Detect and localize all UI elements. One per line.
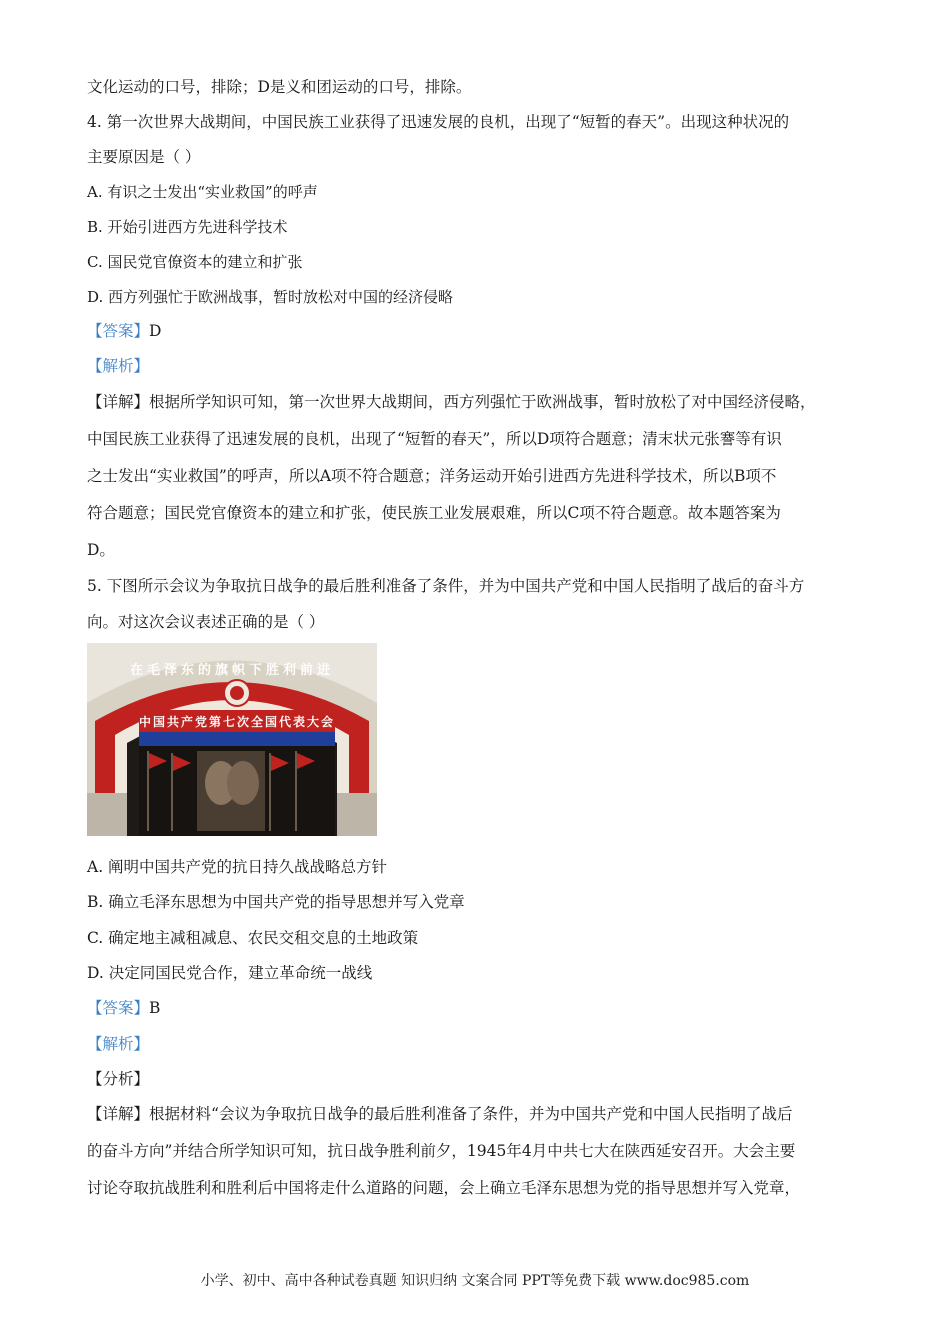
question-4-detail-line: 符合题意；国民党官僚资本的建立和扩张，使民族工业发展艰难，所以C项不符合题意。故本题答案为 xyxy=(87,504,781,522)
question-5-detail-line: 的奋斗方向”并结合所学知识可知，抗日战争胜利前夕，1945年4月中共七大在陕西延安召开。大会主要 xyxy=(87,1142,796,1160)
question-4-option-d: D. 西方列强忙于欧洲战事，暂时放松对中国的经济侵略 xyxy=(87,288,454,306)
question-5-stem: 5. 下图所示会议为争取抗日战争的最后胜利准备了条件，并为中国共产党和中国人民指明了战后的奋斗方 xyxy=(87,577,805,595)
question-4-analysis xyxy=(87,356,877,376)
question-5-analysis xyxy=(87,1034,877,1054)
question-4-answer xyxy=(87,321,877,341)
question-4-stem: 4. 第一次世界大战期间，中国民族工业获得了迅速发展的良机，出现了“短暂的春天”。出现这种状况的 xyxy=(87,113,790,131)
detail-text: 根据所学知识可知，第一次世界大战期间，西方列强忙于欧洲战事，暂时放松了对中国经济侵略， xyxy=(149,393,816,411)
question-4-detail xyxy=(87,392,877,412)
detail-text: 根据材料“会议为争取抗日战争的最后胜利准备了条件，并为中国共产党和中国人民指明了战后 xyxy=(149,1105,793,1123)
analysis-tag: 【解析】 xyxy=(87,1035,150,1053)
congress-photo xyxy=(87,643,377,836)
question-4-option-c: C. 国民党官僚资本的建立和扩张 xyxy=(87,253,303,271)
question-4-detail-line: 中国民族工业获得了迅速发展的良机，出现了“短暂的春天”，所以D项符合题意；清末状元张謇等有识 xyxy=(87,430,782,448)
detail-tag: 【详解】 xyxy=(87,1105,150,1123)
answer-value: B xyxy=(149,999,161,1017)
question-5-option-a: A. 阐明中国共产党的抗日持久战战略总方针 xyxy=(87,858,388,876)
question-4-option-b: B. 开始引进西方先进科学技术 xyxy=(87,218,288,236)
question-5-answer xyxy=(87,998,877,1018)
text-line: 文化运动的口号，排除；D是义和团运动的口号，排除。 xyxy=(87,78,472,96)
page-footer: 小学、初中、高中各种试卷真题 知识归纳 文案合同 PPT等免费下载 www.doc985.com xyxy=(200,1273,750,1289)
detail-tag: 【详解】 xyxy=(87,393,150,411)
question-5-option-c: C. 确定地主减租减息、农民交租交息的土地政策 xyxy=(87,929,419,947)
analysis-tag: 【解析】 xyxy=(87,357,150,375)
answer-value: D xyxy=(149,322,162,340)
arch-banner-text: 在毛泽东的旗帜下胜利前进 xyxy=(129,663,334,678)
question-4-stem-cont: 主要原因是（ ） xyxy=(87,148,201,166)
answer-tag: 【答案】 xyxy=(87,322,150,340)
answer-tag: 【答案】 xyxy=(87,999,150,1017)
question-5-detail-line: 讨论夺取抗战胜利和胜利后中国将走什么道路的问题，会上确立毛泽东思想为党的指导思想并写入党章， xyxy=(87,1179,801,1197)
stage-banner-text: 中国共产党第七次全国代表大会 xyxy=(139,715,336,729)
question-4-option-a: A. 有识之士发出“实业救国”的呼声 xyxy=(87,183,318,201)
question-5-option-b: B. 确立毛泽东思想为中国共产党的指导思想并写入党章 xyxy=(87,893,465,911)
fenxi-tag: 【分析】 xyxy=(87,1070,150,1088)
question-4-detail-line: D。 xyxy=(87,541,115,559)
question-5-fenxi xyxy=(87,1069,877,1089)
question-5-detail xyxy=(87,1104,877,1124)
question-5-stem-cont: 向。对这次会议表述正确的是（ ） xyxy=(87,613,325,631)
question-5-option-d: D. 决定同国民党合作，建立革命统一战线 xyxy=(87,964,373,982)
question-4-detail-line: 之士发出“实业救国”的呼声，所以A项不符合题意；洋务运动开始引进西方先进科学技术，所以B项不 xyxy=(87,467,777,485)
